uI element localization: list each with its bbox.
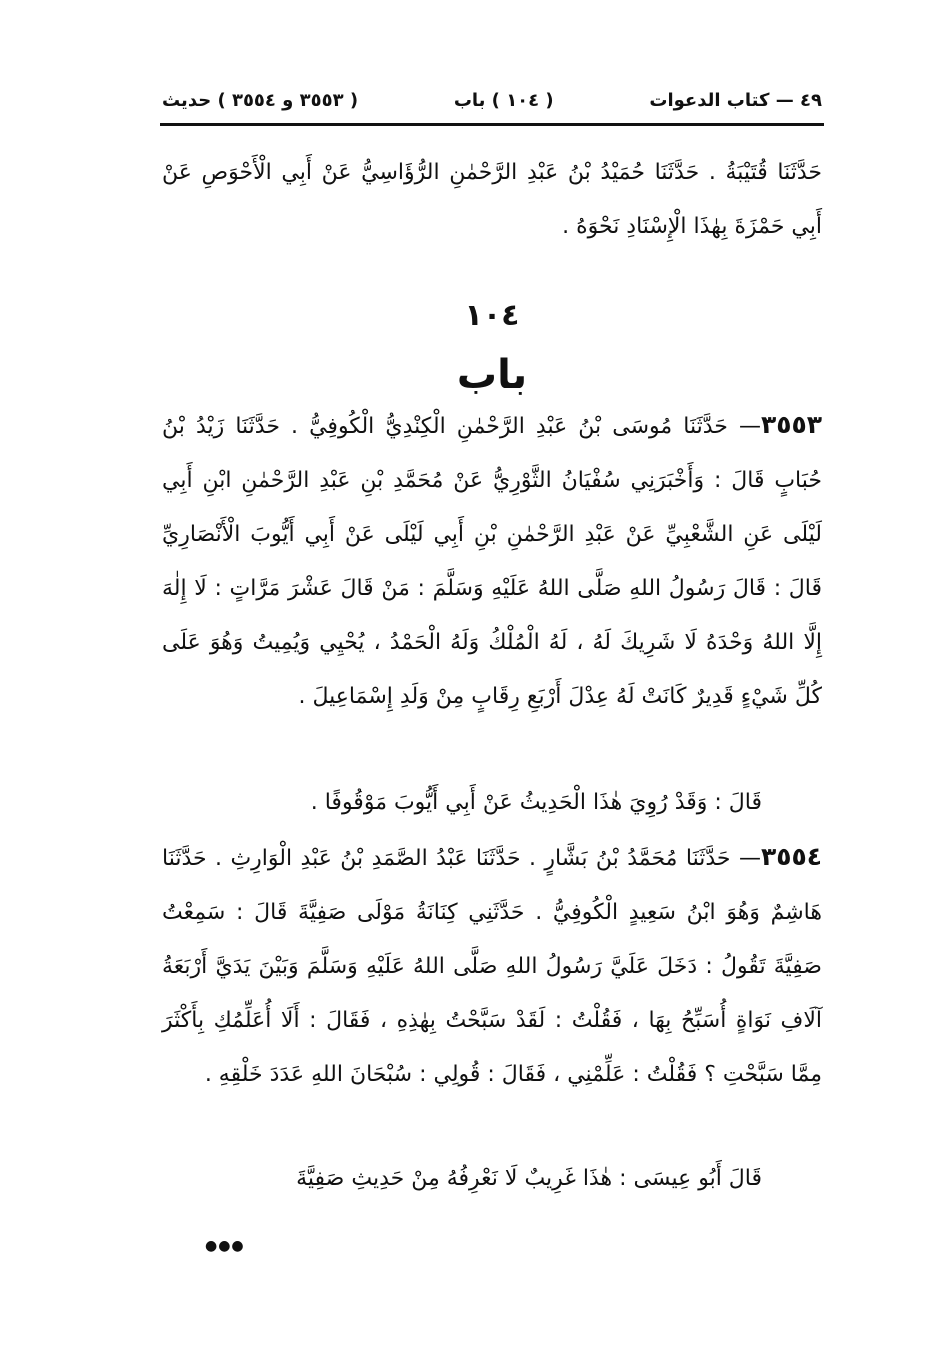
hadith-number: ٣٥٥٤ <box>760 842 822 871</box>
note-3554 <box>162 1152 822 1206</box>
hadith-3554-paragraph <box>162 830 822 1102</box>
hadith-range: ( ٣٥٥٣ و ٣٥٥٤ ) حديث <box>162 89 359 111</box>
footer-ornament: ●●● <box>205 1238 245 1254</box>
intro-text: حَدَّثَنَا قُتَيْبَةُ . حَدَّثَنَا حُمَيْدُ بْنُ عَبْدِ الرَّحْمٰنِ الرُّؤَاسِيُّ عَنْ أَبِي الْأَحْوَصِ عَنْ أَبِي حَمْزَةَ بِهٰذَا الْإِسْنَادِ نَحْوَهُ . <box>162 160 822 239</box>
note-text: قَالَ : وَقَدْ رُوِيَ هٰذَا الْحَدِيثُ عَنْ أَبِي أَيُّوبَ مَوْقُوفًا . <box>310 790 762 815</box>
note-3553 <box>162 776 822 830</box>
hadith-text: — حَدَّثَنَا مُحَمَّدُ بْنُ بَشَّارٍ . حَدَّثَنَا عَبْدُ الصَّمَدِ بْنُ عَبْدِ الْوَارِثِ . حَدَّثَنَا هَاشِمٌ وَهُوَ ابْنُ سَعِيدٍ الْكُوفِيُّ . حَدَّثَنِي كِنَانَةُ مَوْلَى صَفِيَّةَ قَالَ : سَمِعْتُ صَفِيَّةَ تَقُولُ : دَخَلَ عَلَيَّ رَسُولُ اللهِ صَلَّى اللهُ عَلَيْهِ وَسَلَّمَ وَبَيْنَ يَدَيَّ أَرْبَعَةُ آلَافِ نَوَاةٍ أُسَبِّحُ بِهَا ، فَقُلْتُ : لَقَدْ سَبَّحْتُ بِهٰذِهِ ، فَقَالَ : أَلَا أُعَلِّمُكِ بِأَكْثَرَ مِمَّا سَبَّحْتِ ؟ فَقُلْتُ : عَلِّمْنِي ، فَقَالَ : قُولِي : سُبْحَانَ اللهِ عَدَدَ خَلْقِهِ . <box>162 846 822 1087</box>
hadith-text: — حَدَّثَنَا مُوسَى بْنُ عَبْدِ الرَّحْمٰنِ الْكِنْدِيُّ الْكُوفِيُّ . حَدَّثَنَا زَيْدُ بْنُ حُبَابٍ قَالَ : وَأَخْبَرَنِي سُفْيَانُ الثَّوْرِيُّ عَنْ مُحَمَّدِ بْنِ عَبْدِ الرَّحْمٰنِ ابْنِ أَبِي لَيْلَى عَنِ الشَّعْبِيِّ عَنْ عَبْدِ الرَّحْمٰنِ بْنِ أَبِي لَيْلَى عَنْ أَبِي أَيُّوبَ الْأَنْصَارِيِّ قَالَ : قَالَ رَسُولُ اللهِ صَلَّى اللهُ عَلَيْهِ وَسَلَّمَ : مَنْ قَالَ عَشْرَ مَرَّاتٍ : لَا إِلٰهَ إِلَّا اللهُ وَحْدَهُ لَا شَرِيكَ لَهُ ، لَهُ الْمُلْكُ وَلَهُ الْحَمْدُ ، يُحْيِي وَيُمِيتُ وَهُوَ عَلَى كُلِّ شَيْءٍ قَدِيرٌ كَانَتْ لَهُ عِدْلَ أَرْبَعِ رِقَابٍ مِنْ وَلَدِ إِسْمَاعِيلَ . <box>162 414 822 709</box>
chapter-label: ( ١٠٤ ) باب <box>453 89 554 111</box>
intro-paragraph <box>162 146 822 254</box>
hadith-3553 <box>162 398 822 724</box>
hadith-3553-paragraph <box>162 398 822 724</box>
note-text: قَالَ أَبُو عِيسَى : هٰذَا غَرِيبٌ لَا نَعْرِفُهُ مِنْ حَدِيثِ صَفِيَّةَ <box>296 1166 762 1191</box>
chapter-title: باب <box>456 352 528 398</box>
header-rule <box>160 123 824 126</box>
hadith-number: ٣٥٥٣ <box>760 410 822 439</box>
page-header <box>162 82 822 118</box>
chapter-number: ١٠٤ <box>464 298 520 333</box>
book-title: ٤٩ — كتاب الدعوات <box>649 89 822 111</box>
hadith-3554 <box>162 830 822 1102</box>
